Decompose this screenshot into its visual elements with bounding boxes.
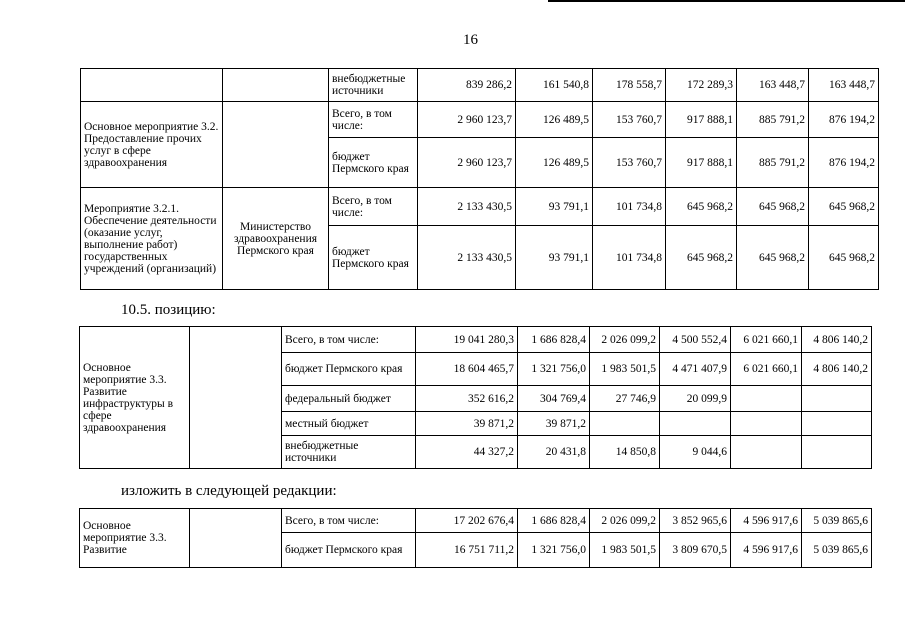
value-year-1: 93 791,1	[516, 188, 593, 226]
value-year-4: 6 021 660,1	[731, 353, 802, 386]
section-label-position: 10.5. позицию:	[121, 302, 216, 318]
value-year-5	[802, 412, 872, 436]
value-year-1: 126 489,5	[516, 102, 593, 138]
value-year-4	[731, 436, 802, 469]
executor-cell	[223, 69, 329, 102]
value-year-5: 876 194,2	[809, 102, 879, 138]
value-year-3: 917 888,1	[666, 138, 737, 188]
executor-cell	[190, 327, 282, 469]
value-total: 17 202 676,4	[416, 509, 518, 533]
budget-table-new	[79, 508, 872, 568]
value-year-1: 39 871,2	[518, 412, 590, 436]
value-year-2: 2 026 099,2	[590, 509, 660, 533]
source-cell: внебюджетные источники	[329, 69, 418, 102]
value-total: 44 327,2	[416, 436, 518, 469]
executor-cell	[223, 102, 329, 188]
value-year-1: 20 431,8	[518, 436, 590, 469]
executor-cell: Министерство здравоохранения Пермского края	[223, 188, 329, 290]
value-year-3: 4 471 407,9	[660, 353, 731, 386]
value-year-4: 4 596 917,6	[731, 509, 802, 533]
value-year-2: 27 746,9	[590, 386, 660, 412]
activity-cell: Основное мероприятие 3.3. Развитие	[80, 509, 190, 568]
source-cell: бюджет Пермского края	[282, 353, 416, 386]
value-year-2: 101 734,8	[593, 188, 666, 226]
value-year-5: 163 448,7	[809, 69, 879, 102]
value-total: 2 133 430,5	[418, 226, 516, 290]
value-year-4	[731, 386, 802, 412]
value-year-5: 4 806 140,2	[802, 327, 872, 353]
source-cell: Всего, в том числе:	[329, 102, 418, 138]
value-year-4: 645 968,2	[737, 188, 809, 226]
value-year-2: 1 983 501,5	[590, 533, 660, 568]
value-year-5: 645 968,2	[809, 188, 879, 226]
value-year-4: 163 448,7	[737, 69, 809, 102]
value-year-3: 9 044,6	[660, 436, 731, 469]
value-total: 18 604 465,7	[416, 353, 518, 386]
value-total: 39 871,2	[416, 412, 518, 436]
value-year-4: 885 791,2	[737, 138, 809, 188]
value-year-1: 1 321 756,0	[518, 533, 590, 568]
source-cell: Всего, в том числе:	[282, 327, 416, 353]
top-border-line	[548, 0, 905, 2]
value-year-2: 14 850,8	[590, 436, 660, 469]
source-cell: местный бюджет	[282, 412, 416, 436]
value-year-3: 20 099,9	[660, 386, 731, 412]
executor-cell	[190, 509, 282, 568]
value-total: 16 751 711,2	[416, 533, 518, 568]
value-year-4	[731, 412, 802, 436]
value-year-5: 876 194,2	[809, 138, 879, 188]
value-total: 2 960 123,7	[418, 102, 516, 138]
value-year-4: 6 021 660,1	[731, 327, 802, 353]
page-number: 16	[463, 32, 478, 48]
value-year-5: 4 806 140,2	[802, 353, 872, 386]
budget-table-current	[79, 326, 872, 469]
value-year-5	[802, 386, 872, 412]
source-cell: Всего, в том числе:	[329, 188, 418, 226]
source-cell: бюджет Пермского края	[282, 533, 416, 568]
section-label-new-edition: изложить в следующей редакции:	[121, 483, 337, 499]
value-total: 2 133 430,5	[418, 188, 516, 226]
value-year-1: 126 489,5	[516, 138, 593, 188]
value-year-1: 1 321 756,0	[518, 353, 590, 386]
source-cell: внебюджетные источники	[282, 436, 416, 469]
value-year-5: 5 039 865,6	[802, 533, 872, 568]
value-total: 352 616,2	[416, 386, 518, 412]
value-year-3: 4 500 552,4	[660, 327, 731, 353]
value-year-5: 645 968,2	[809, 226, 879, 290]
value-year-1: 304 769,4	[518, 386, 590, 412]
source-cell: бюджет Пермского края	[329, 138, 418, 188]
value-year-3	[660, 412, 731, 436]
value-year-3: 3 809 670,5	[660, 533, 731, 568]
value-year-3: 3 852 965,6	[660, 509, 731, 533]
value-year-4: 4 596 917,6	[731, 533, 802, 568]
source-cell: федеральный бюджет	[282, 386, 416, 412]
activity-cell: Основное мероприятие 3.3. Развитие инфраструктуры в сфере здравоохранения	[80, 327, 190, 469]
value-year-3: 645 968,2	[666, 226, 737, 290]
value-year-3: 172 289,3	[666, 69, 737, 102]
value-year-4: 885 791,2	[737, 102, 809, 138]
table-row	[80, 509, 872, 533]
value-year-2: 2 026 099,2	[590, 327, 660, 353]
value-year-1: 1 686 828,4	[518, 327, 590, 353]
value-year-3: 917 888,1	[666, 102, 737, 138]
value-year-1: 161 540,8	[516, 69, 593, 102]
source-cell: Всего, в том числе:	[282, 509, 416, 533]
activity-cell	[81, 69, 223, 102]
value-year-2: 178 558,7	[593, 69, 666, 102]
source-cell: бюджет Пермского края	[329, 226, 418, 290]
budget-table-continuation	[80, 68, 879, 290]
value-year-5: 5 039 865,6	[802, 509, 872, 533]
value-total: 2 960 123,7	[418, 138, 516, 188]
value-year-1: 93 791,1	[516, 226, 593, 290]
value-total: 19 041 280,3	[416, 327, 518, 353]
activity-cell: Основное мероприятие 3.2. Предоставление прочих услуг в сфере здравоохранения	[81, 102, 223, 188]
value-year-2: 1 983 501,5	[590, 353, 660, 386]
value-year-1: 1 686 828,4	[518, 509, 590, 533]
value-year-4: 645 968,2	[737, 226, 809, 290]
table-row	[80, 327, 872, 353]
table-row	[81, 102, 879, 138]
value-total: 839 286,2	[418, 69, 516, 102]
value-year-2	[590, 412, 660, 436]
activity-cell: Мероприятие 3.2.1. Обеспечение деятельности (оказание услуг, выполнение работ) государственных учреждений (организаций)	[81, 188, 223, 290]
table-row	[81, 69, 879, 102]
value-year-2: 153 760,7	[593, 138, 666, 188]
table-row	[81, 188, 879, 226]
value-year-3: 645 968,2	[666, 188, 737, 226]
value-year-5	[802, 436, 872, 469]
value-year-2: 101 734,8	[593, 226, 666, 290]
value-year-2: 153 760,7	[593, 102, 666, 138]
